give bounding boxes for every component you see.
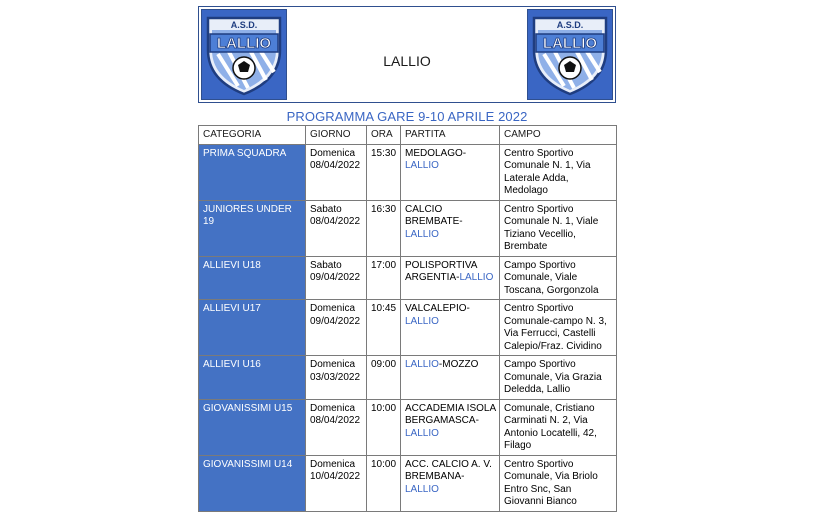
time-cell: 10:00 [367,399,401,455]
match-cell: POLISPORTIVA ARGENTIA-LALLIO [401,256,500,300]
time-cell: 16:30 [367,200,401,256]
program-title: PROGRAMMA GARE 9-10 APRILE 2022 [286,109,528,124]
category-cell: PRIMA SQUADRA [199,144,306,200]
column-header-partita: PARTITA [401,126,500,145]
table-row [199,455,617,511]
venue-cell: Centro Sportivo Comunale-campo N. 3, Via Ferrucci, Castelli Calepio/Fraz. Cividino [500,300,617,356]
svg-text:A.S.D.: A.S.D. [556,20,584,30]
match-cell: MEDOLAGO-LALLIO [401,144,500,200]
table-row [199,200,617,256]
day-cell: Domenica 10/04/2022 [306,455,367,511]
table-row [199,256,617,300]
table-row [199,144,617,200]
time-cell: 10:45 [367,300,401,356]
category-cell: GIOVANISSIMI U14 [199,455,306,511]
category-cell: ALLIEVI U16 [199,356,306,400]
match-cell: ACCADEMIA ISOLA BERGAMASCA-LALLIO [401,399,500,455]
time-cell: 17:00 [367,256,401,300]
svg-text:LALLIO: LALLIO [216,35,272,52]
schedule-table [198,125,617,512]
venue-cell: Campo Sportivo Comunale, Via Grazia Deledda, Lallio [500,356,617,400]
column-header-campo: CAMPO [500,126,617,145]
day-cell: Domenica 08/04/2022 [306,144,367,200]
time-cell: 09:00 [367,356,401,400]
day-cell: Domenica 03/03/2022 [306,356,367,400]
table-row [199,300,617,356]
venue-cell: Centro Sportivo Comunale N. 1, Via Laterale Adda, Medolago [500,144,617,200]
day-cell: Domenica 08/04/2022 [306,399,367,455]
table-header-row [199,126,617,145]
venue-cell: Campo Sportivo Comunale, Viale Toscana, Gorgonzola [500,256,617,300]
time-cell: 15:30 [367,144,401,200]
category-cell: JUNIORES UNDER 19 [199,200,306,256]
day-cell: Sabato 08/04/2022 [306,200,367,256]
page-title: LALLIO [383,53,431,69]
category-cell: ALLIEVI U17 [199,300,306,356]
venue-cell: Centro Sportivo Comunale N. 1, Viale Tiziano Vecellio, Brembate [500,200,617,256]
table-row [199,356,617,400]
category-cell: ALLIEVI U18 [199,256,306,300]
match-cell: CALCIO BREMBATE-LALLIO [401,200,500,256]
match-cell: ACC. CALCIO A. V. BREMBANA-LALLIO [401,455,500,511]
svg-text:LALLIO: LALLIO [542,35,598,52]
time-cell: 10:00 [367,455,401,511]
table-row [199,399,617,455]
column-header-categoria: CATEGORIA [199,126,306,145]
match-cell: LALLIO-MOZZO [401,356,500,400]
header-banner [198,6,616,103]
club-crest-icon [528,10,612,99]
column-header-giorno: GIORNO [306,126,367,145]
svg-text:A.S.D.: A.S.D. [230,20,258,30]
day-cell: Domenica 09/04/2022 [306,300,367,356]
club-logo-right [527,9,613,100]
column-header-ora: ORA [367,126,401,145]
category-cell: GIOVANISSIMI U15 [199,399,306,455]
day-cell: Sabato 09/04/2022 [306,256,367,300]
venue-cell: Centro Sportivo Comunale, Via Briolo Entro Snc, San Giovanni Bianco [500,455,617,511]
match-cell: VALCALEPIO-LALLIO [401,300,500,356]
venue-cell: Comunale, Cristiano Carminati N. 2, Via Antonio Locatelli, 42, Filago [500,399,617,455]
